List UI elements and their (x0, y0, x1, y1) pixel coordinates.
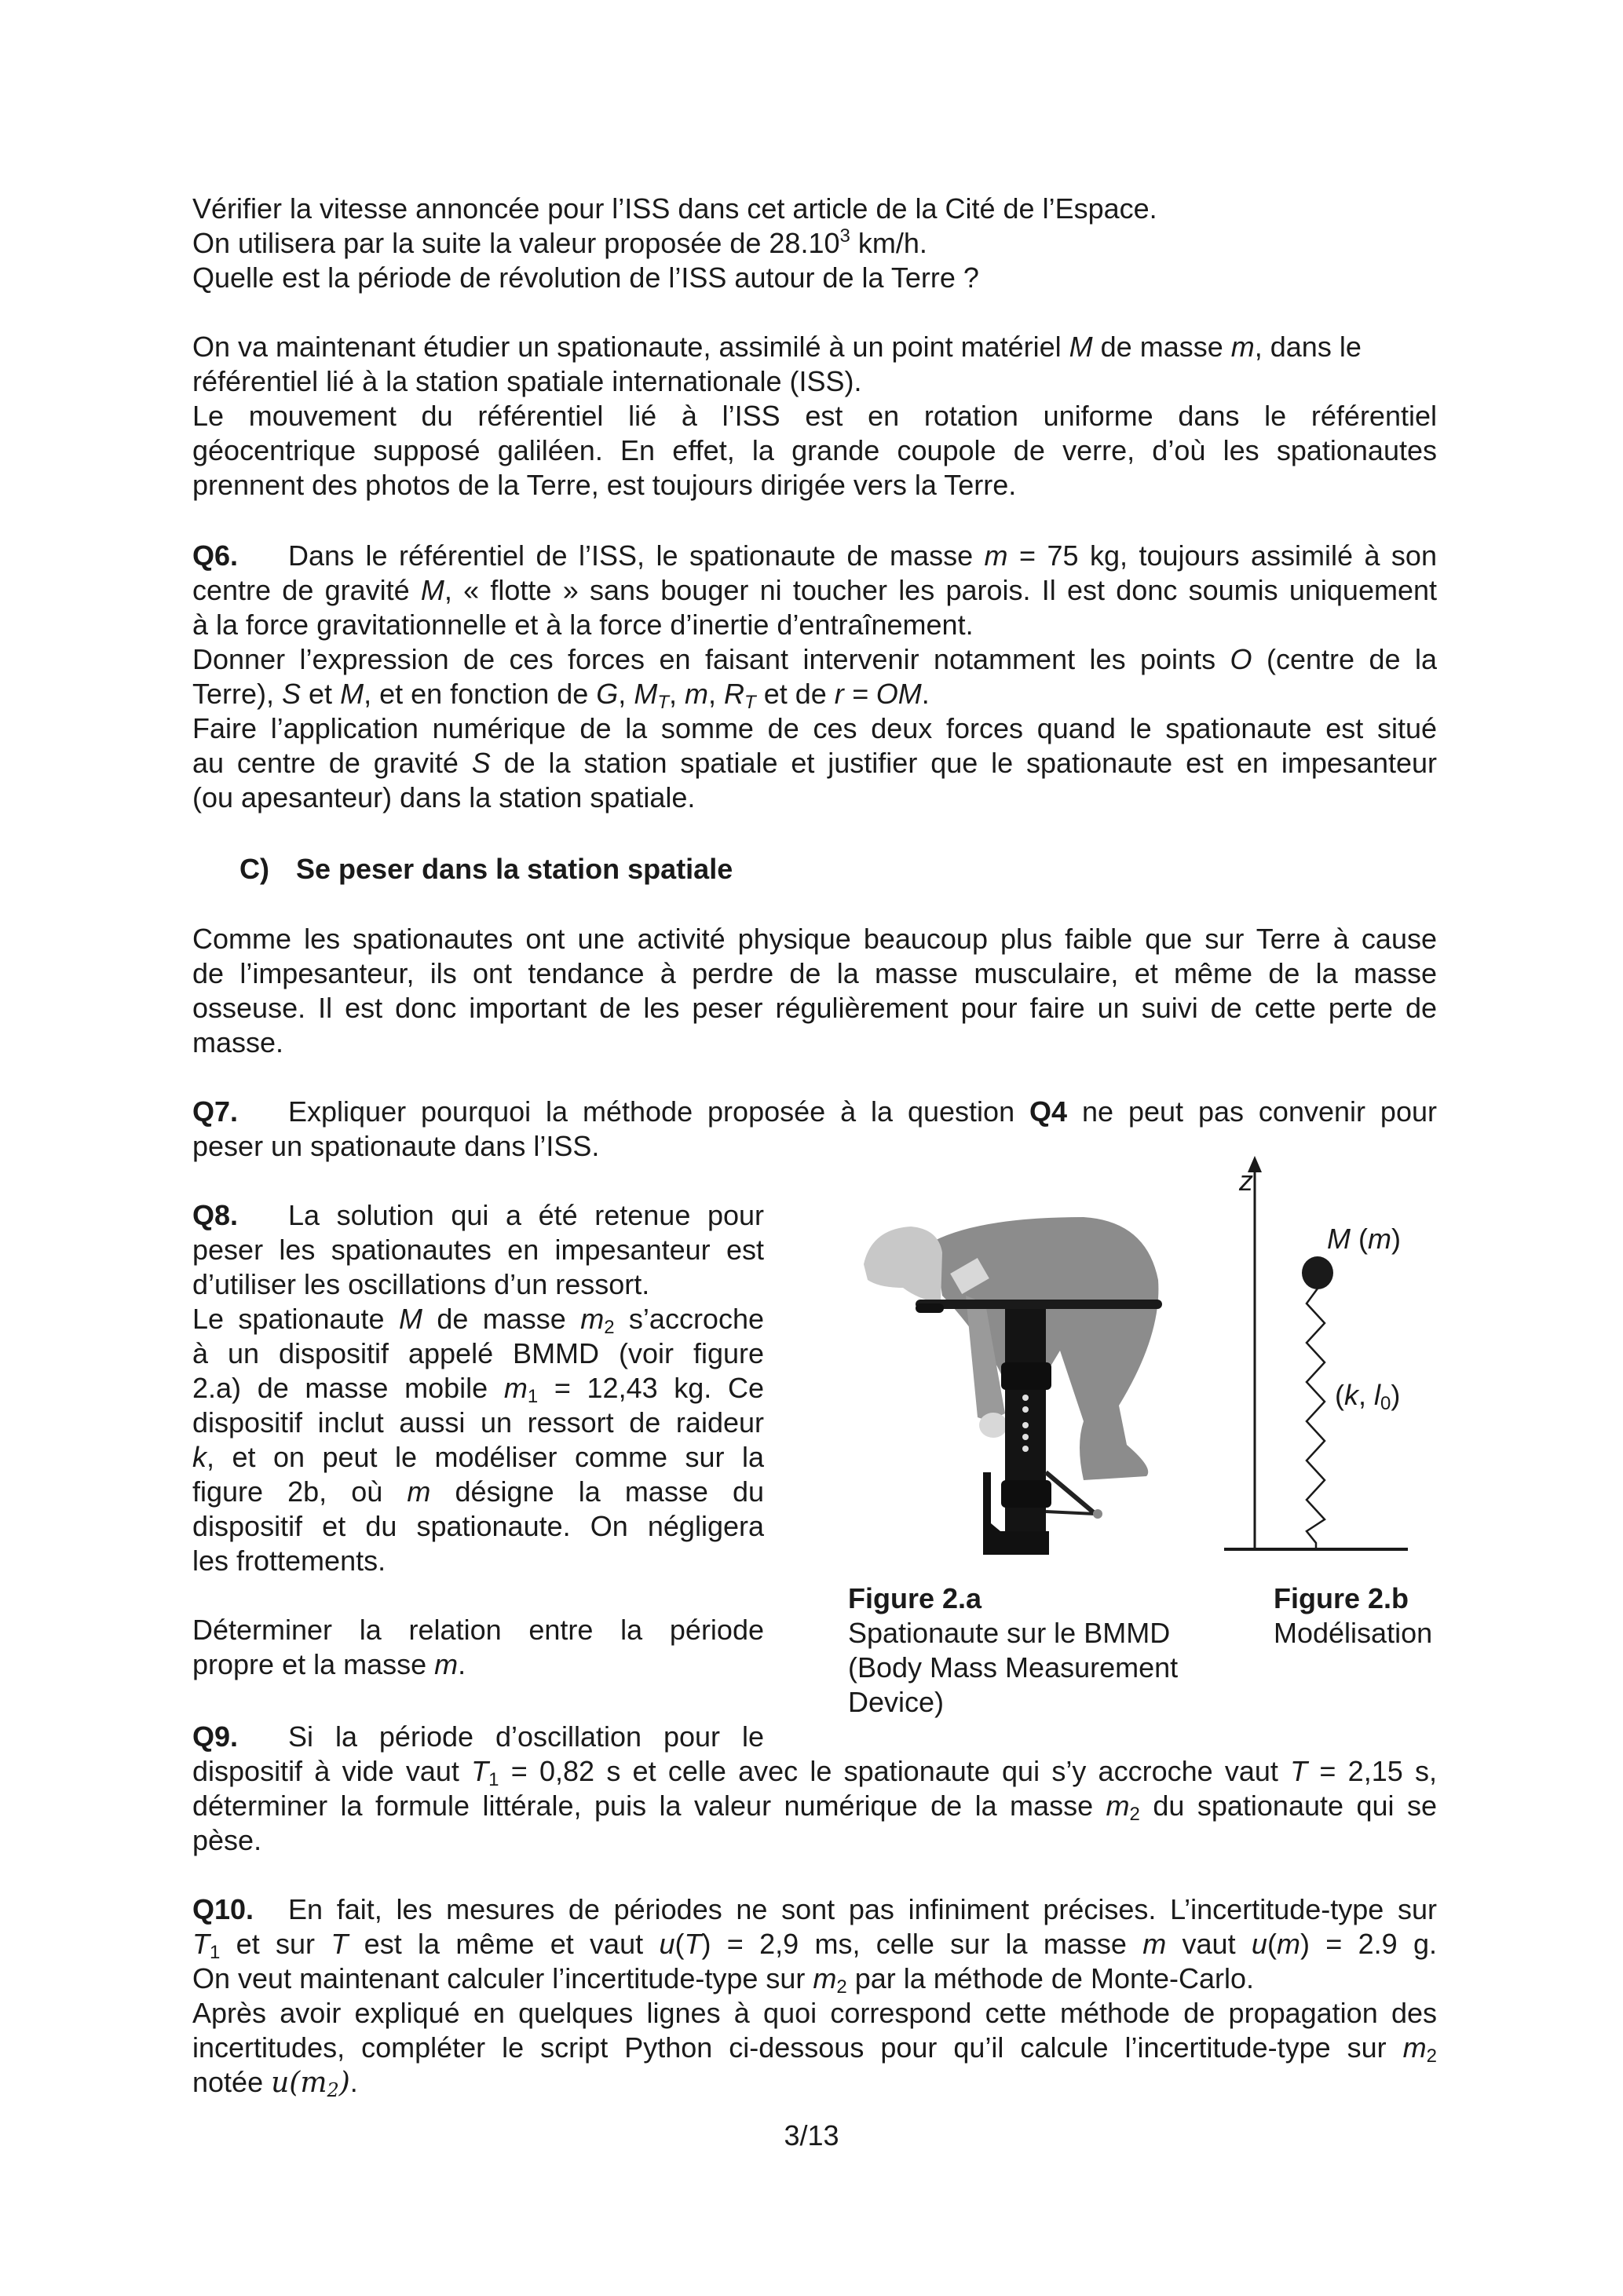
figure-2a-title: Figure 2.a (848, 1582, 982, 1614)
mass-point (1302, 1256, 1333, 1289)
astronaut-body (934, 1217, 1158, 1480)
question-label: Q9. (192, 1720, 239, 1753)
page-number: 3/13 (784, 2119, 839, 2152)
question-q8: Q8. La solution qui a été retenue pour peser les spationautes en impesanteur est d’utiliser les oscillations d’un ressort. Le spationaute M de masse $m_2$ s’accroche à un dispositif appelé BMMD (voir figure 2.a) de masse mobile $m_1 = 12,43$ kg. Ce dispositif inclut aussi un ressort de raideur k, et on peut le modéliser comme sur la figure 2b, où m désigne la masse du dispositif et du spationaute. On négligera les frottements. Déterminer la relation entre la période propre et la masse m. (192, 1199, 764, 1680)
astronaut-head (864, 1227, 942, 1303)
z-axis-label: z (1239, 1164, 1253, 1197)
question-q6: Q6. Dans le référentiel de l’ISS, le spationaute de masse m = 75 kg, toujours assimilé à son centre de gravité M, « flotte » sans bouger ni toucher les parois. Il est donc soumis uniquement à la force gravitationnelle et à la force d’inertie d’entraînement. Donner l’expression de ces forces en faisant intervenir notamment les points O (centre de la Terre), S et M, et en fonction de G, $M_T$, m, $R_T$ et de r = OM. Faire l’application numérique de la somme de ces deux forces quand le spationaute est situé au centre de gravité S de la station spatiale et justifier que le spationaute est en impesanteur (ou apesanteur) dans la station spatiale. (192, 539, 1438, 813)
figure-2a-illustration (848, 1209, 1178, 1570)
spring (1307, 1289, 1325, 1549)
figure-2b-title: Figure 2.b (1274, 1582, 1409, 1614)
question-q10: Q10. En fait, les mesures de périodes ne sont pas infiniment précises. L’incertitude-type sur $T_1$ et sur T est la même et vaut u(T) = 2,9 ms, celle sur la masse m vaut u(m) = 2.9 g. On veut maintenant calculer l’incertitude-type sur $m_2$ par la méthode de Monte-Carlo. Après avoir expliqué en quelques lignes à quoi correspond cette méthode de propagation des incertitudes, compléter le script Python ci-dessous pour qu’il calcule l’incertitude-type sur $m_2$ notée $u(m_2)$. (192, 1893, 1437, 2101)
figure-2b-caption: Figure 2.b Modélisation (1274, 1582, 1433, 1649)
question-label: Q8. (192, 1199, 239, 1231)
question-q9-start: Q9. Si la période d’oscillation pour le (192, 1720, 764, 1753)
figure-2b-model (1209, 1146, 1468, 1563)
intro-line-2: On utilisera par la suite la valeur proposée de 28.10$^3$ km/h. (192, 225, 927, 259)
intro-question: Quelle est la période de révolution de l’ISS autour de la Terre ? (192, 261, 979, 294)
context-paragraph: On va maintenant étudier un spationaute, assimilé à un point matériel M de masse m, dans le référentiel lié à la station spatiale internationale (ISS). Le mouvement du référentiel lié à l’ISS est en rotation uniforme dans le référentiel géocentrique supposé galiléen. En effet, la grande coupole de verre, d’où les spationautes prennent des photos de la Terre, est toujours dirigée vers la Terre. (192, 331, 1437, 501)
question-q9: dispositif à vide vaut $T_1 = 0,82$ s et celle avec le spationaute qui s’y accroche vaut T = 2,15 s, déterminer la formule littérale, puis la valeur numérique de la masse $m_2$ du spationaute qui se pèse. (192, 1755, 1438, 1856)
mass-label: M (m) (1327, 1223, 1402, 1255)
section-heading: C) Se peser dans la station spatiale (239, 853, 733, 885)
intro-block (192, 192, 1157, 295)
spring-label: (k, $l_0$) (1335, 1379, 1401, 1414)
figure-2a-caption: Figure 2.a Spationaute sur le BMMD (Body Mass Measurement Device) (848, 1582, 1179, 1718)
bmmd-top-bar (916, 1300, 1162, 1309)
bmmd-handle (916, 1303, 944, 1313)
intro-line-1: Vérifier la vitesse annoncée pour l’ISS dans cet article de la Cité de l’Espace. (192, 192, 1157, 225)
astronaut-hand (979, 1413, 1007, 1438)
question-label: Q6. (192, 539, 239, 572)
question-label: Q7. (192, 1095, 239, 1128)
section-c-intro: Comme les spationautes ont une activité physique beaucoup plus faible que sur Terre à cause de l’impesanteur, ils ont tendance à perdre de la masse musculaire, et même de la masse osseuse. Il est donc important de les peser régulièrement pour faire un suivi de cette perte de masse. (192, 923, 1437, 1058)
question-q7: Q7. Expliquer pourquoi la méthode proposée à la question Q4 ne peut pas convenir pour peser un spationaute dans l’ISS. (192, 1095, 1437, 1162)
math-u-m2: $u(m_2)$ (271, 2067, 350, 2101)
question-label: Q10. (192, 1893, 254, 1925)
